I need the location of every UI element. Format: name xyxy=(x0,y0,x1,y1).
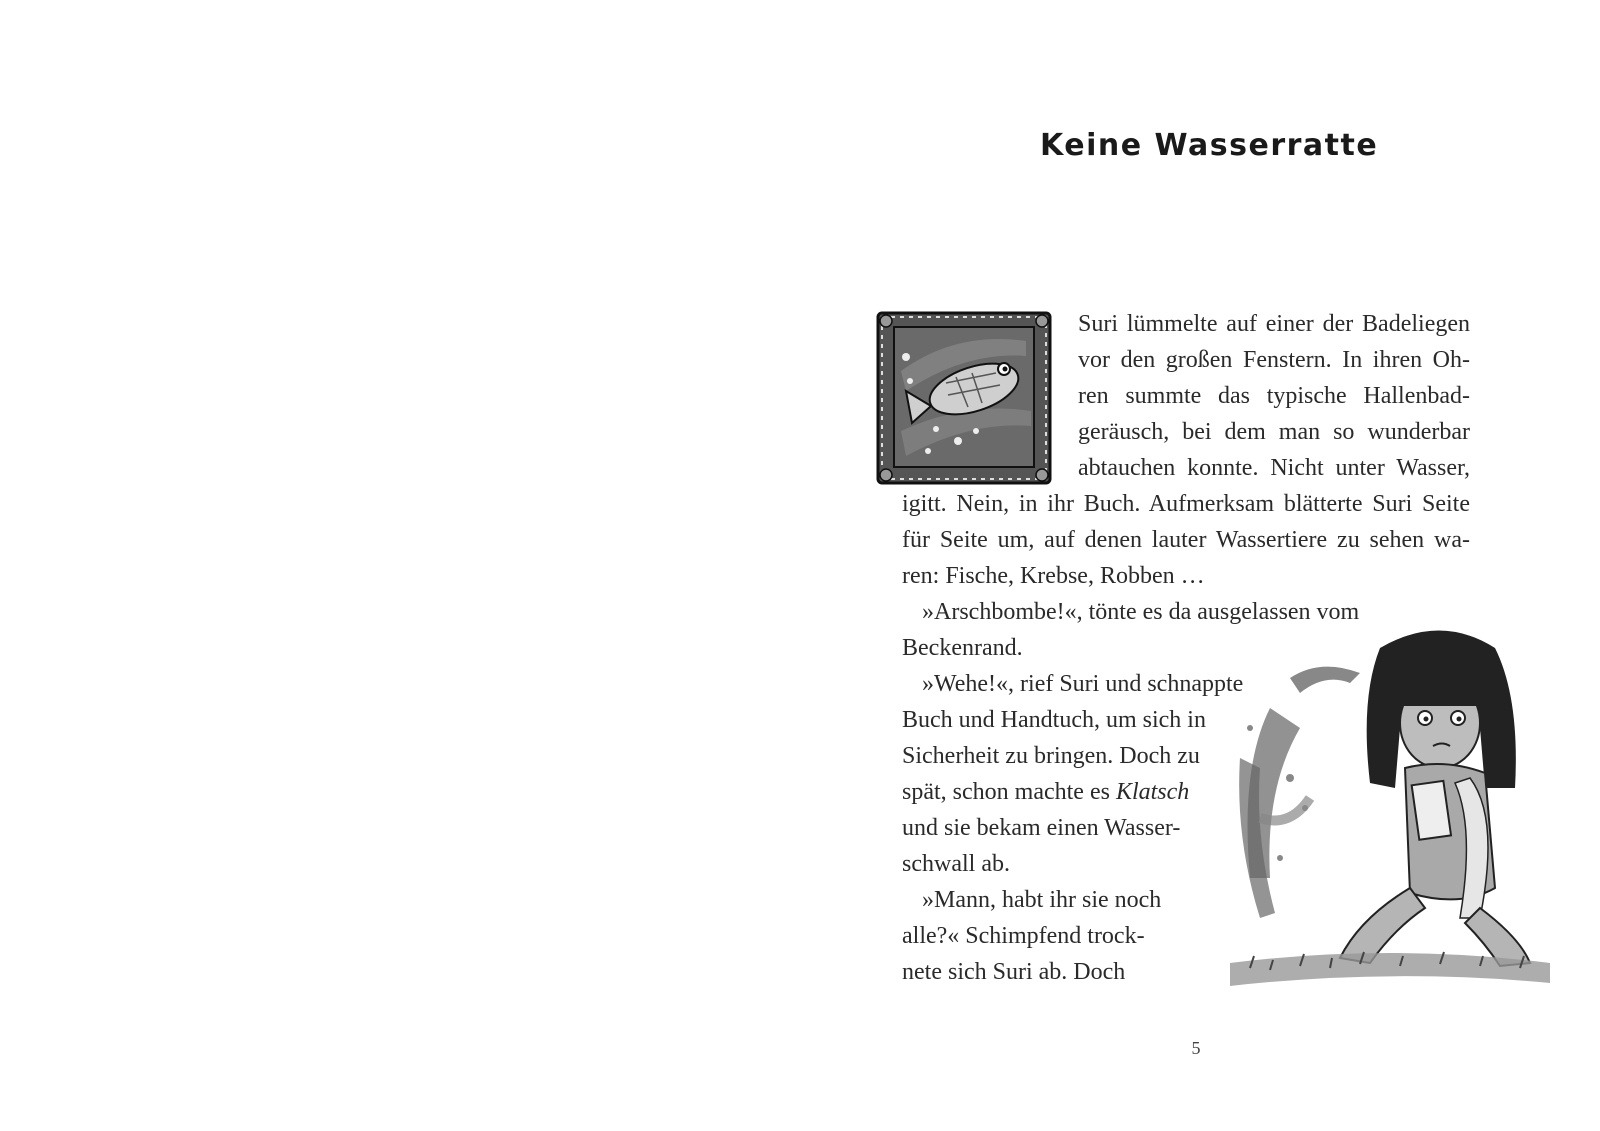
fish-frame-icon xyxy=(876,311,1052,485)
text-line: vor den großen Fenstern. In ihren Oh- xyxy=(1078,347,1470,373)
text-line: nete sich Suri ab. Doch xyxy=(902,959,1126,985)
chapter-title: Keine Wasserratte xyxy=(1040,128,1379,163)
text-line: Sicherheit zu bringen. Doch zu xyxy=(902,743,1200,769)
text-line: Buch und Handtuch, um sich in xyxy=(902,707,1206,733)
girl-splash-icon xyxy=(1230,618,1550,1018)
text-line: für Seite um, auf denen lauter Wassertiere zu sehen wa- xyxy=(902,527,1470,553)
text-line: geräusch, bei dem man so wunderbar xyxy=(1078,419,1470,445)
text-line xyxy=(902,778,1189,806)
text-line: ren summte das typische Hallenbad- xyxy=(1078,383,1470,409)
text-line: Suri lümmelte auf einer der Badeliegen xyxy=(1078,311,1470,337)
text-line: igitt. Nein, in ihr Buch. Aufmerksam blätterte Suri Seite xyxy=(902,491,1470,517)
text-line: abtauchen konnte. Nicht unter Wasser, xyxy=(1078,455,1470,481)
text-line: ren: Fische, Krebse, Robben … xyxy=(902,563,1205,589)
text-line: schwall ab. xyxy=(902,851,1010,877)
text-line: Beckenrand. xyxy=(902,635,1023,661)
text-line: »Arschbombe!«, tönte es da ausgelassen vom xyxy=(922,599,1360,625)
text-line: und sie bekam einen Wasser- xyxy=(902,815,1181,841)
text-line: »Wehe!«, rief Suri und schnappte xyxy=(922,671,1244,697)
text-line: alle?« Schimpfend trock- xyxy=(902,923,1145,949)
page-number: 5 xyxy=(1191,1038,1201,1058)
text-line: »Mann, habt ihr sie noch xyxy=(922,887,1162,913)
emphasis-word: Klatsch xyxy=(1115,779,1190,805)
text-segment: spät, schon machte es xyxy=(902,779,1116,805)
